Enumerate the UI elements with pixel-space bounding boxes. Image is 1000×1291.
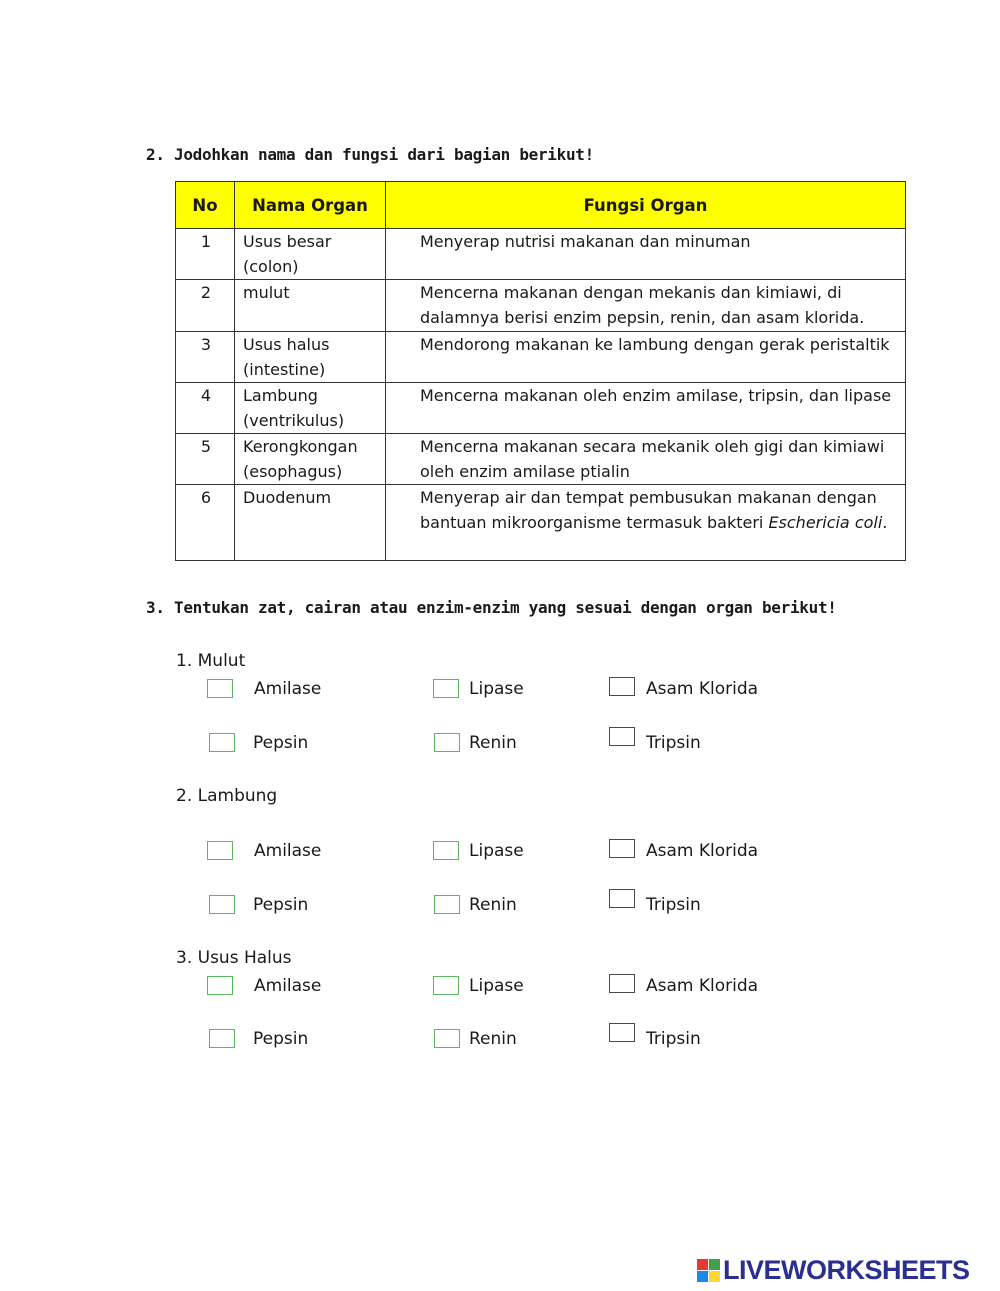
table-row [176, 332, 906, 383]
organ-function: Mencerna makanan secara mekanik oleh gigi dan kimiawi oleh enzim amilase ptialin [386, 434, 906, 485]
table-header-row [176, 182, 906, 229]
checkbox-mulut-amilase[interactable] [207, 679, 233, 698]
checkbox-lambung-lipase[interactable] [433, 841, 459, 860]
checkbox-mulut-renin[interactable] [434, 733, 460, 752]
organ-function: Menyerap nutrisi makanan dan minuman [386, 229, 906, 280]
option-tripsin: Tripsin [646, 895, 701, 915]
checkbox-lambung-asam-klorida[interactable] [609, 839, 635, 858]
row-number: 3 [176, 332, 235, 383]
organ-alt-name: (colon) [243, 257, 299, 276]
organ-name: Duodenum [243, 488, 332, 507]
checkbox-mulut-lipase[interactable] [433, 679, 459, 698]
checkbox-usus-halus-tripsin[interactable] [609, 1023, 635, 1042]
row-number: 6 [176, 485, 235, 561]
checkbox-lambung-pepsin[interactable] [209, 895, 235, 914]
table-row [176, 434, 906, 485]
option-renin: Renin [469, 895, 517, 915]
table-row [176, 280, 906, 332]
organ-name: Kerongkongan [243, 437, 358, 456]
logo-tile [709, 1259, 720, 1270]
header-no: No [176, 182, 235, 229]
option-amilase: Amilase [254, 679, 322, 699]
checkbox-mulut-pepsin[interactable] [209, 733, 235, 752]
organ-label-lambung: 2. Lambung [176, 786, 278, 806]
table-row [176, 485, 906, 561]
option-pepsin: Pepsin [253, 733, 309, 753]
organ-function: Mencerna makanan oleh enzim amilase, tripsin, dan lipase [386, 383, 906, 434]
bacteria-name: Eschericia coli [768, 513, 883, 532]
checkbox-usus-halus-pepsin[interactable] [209, 1029, 235, 1048]
option-renin: Renin [469, 733, 517, 753]
checkbox-usus-halus-lipase[interactable] [433, 976, 459, 995]
logo-text: LIVEWORKSHEETS [723, 1254, 970, 1285]
organ-name-cell [235, 383, 386, 434]
organ-name-cell [235, 332, 386, 383]
row-number: 4 [176, 383, 235, 434]
organ-name: Lambung [243, 386, 318, 405]
option-pepsin: Pepsin [253, 1029, 309, 1049]
option-asam-klorida: Asam Klorida [646, 679, 759, 699]
row-number: 1 [176, 229, 235, 280]
checkbox-usus-halus-amilase[interactable] [207, 976, 233, 995]
organ-name-cell [235, 434, 386, 485]
option-amilase: Amilase [254, 841, 322, 861]
organ-name: Usus halus [243, 335, 330, 354]
option-pepsin: Pepsin [253, 895, 309, 915]
header-organ-function: Fungsi Organ [386, 182, 906, 229]
liveworksheets-logo [697, 1254, 970, 1286]
option-renin: Renin [469, 1029, 517, 1049]
logo-tile [697, 1271, 708, 1282]
option-asam-klorida: Asam Klorida [646, 976, 759, 996]
checkbox-lambung-renin[interactable] [434, 895, 460, 914]
organ-label-usus-halus: 3. Usus Halus [176, 948, 292, 968]
organ-name-cell [235, 229, 386, 280]
checkbox-usus-halus-asam-klorida[interactable] [609, 974, 635, 993]
sentence-end: . [882, 513, 888, 532]
checkbox-usus-halus-renin[interactable] [434, 1029, 460, 1048]
organ-function-table [175, 181, 906, 561]
row-number: 5 [176, 434, 235, 485]
logo-tile [709, 1271, 720, 1282]
table-row [176, 229, 906, 280]
option-lipase: Lipase [469, 976, 524, 996]
option-tripsin: Tripsin [646, 733, 701, 753]
logo-grid-icon [697, 1259, 720, 1282]
organ-function: Mencerna makanan dengan mekanis dan kimiawi, di dalamnya berisi enzim pepsin, renin, dan asam klorida. [386, 280, 906, 332]
organ-alt-name: (esophagus) [243, 462, 343, 481]
option-amilase: Amilase [254, 976, 322, 996]
organ-function: Mendorong makanan ke lambung dengan gerak peristaltik [386, 332, 906, 383]
organ-label-mulut: 1. Mulut [176, 651, 246, 671]
organ-name-cell [235, 485, 386, 561]
question-3-title: 3. Tentukan zat, cairan atau enzim-enzim yang sesuai dengan organ berikut! [146, 598, 837, 617]
organ-alt-name: (ventrikulus) [243, 411, 345, 430]
option-tripsin: Tripsin [646, 1029, 701, 1049]
organ-function [386, 485, 906, 561]
checkbox-mulut-tripsin[interactable] [609, 727, 635, 746]
organ-name-cell [235, 280, 386, 332]
organ-function-text: Menyerap air dan tempat pembusukan makanan dengan bantuan mikroorganisme termasuk bakteri [420, 488, 877, 532]
logo-tile [697, 1259, 708, 1270]
organ-name: Usus besar [243, 232, 332, 251]
organ-alt-name: (intestine) [243, 360, 326, 379]
checkbox-lambung-tripsin[interactable] [609, 889, 635, 908]
organ-name: mulut [243, 283, 290, 302]
option-lipase: Lipase [469, 679, 524, 699]
checkbox-lambung-amilase[interactable] [207, 841, 233, 860]
row-number: 2 [176, 280, 235, 332]
option-asam-klorida: Asam Klorida [646, 841, 759, 861]
checkbox-mulut-asam-klorida[interactable] [609, 677, 635, 696]
option-lipase: Lipase [469, 841, 524, 861]
header-organ-name: Nama Organ [235, 182, 386, 229]
table-row [176, 383, 906, 434]
question-2-title: 2. Jodohkan nama dan fungsi dari bagian berikut! [146, 145, 594, 164]
